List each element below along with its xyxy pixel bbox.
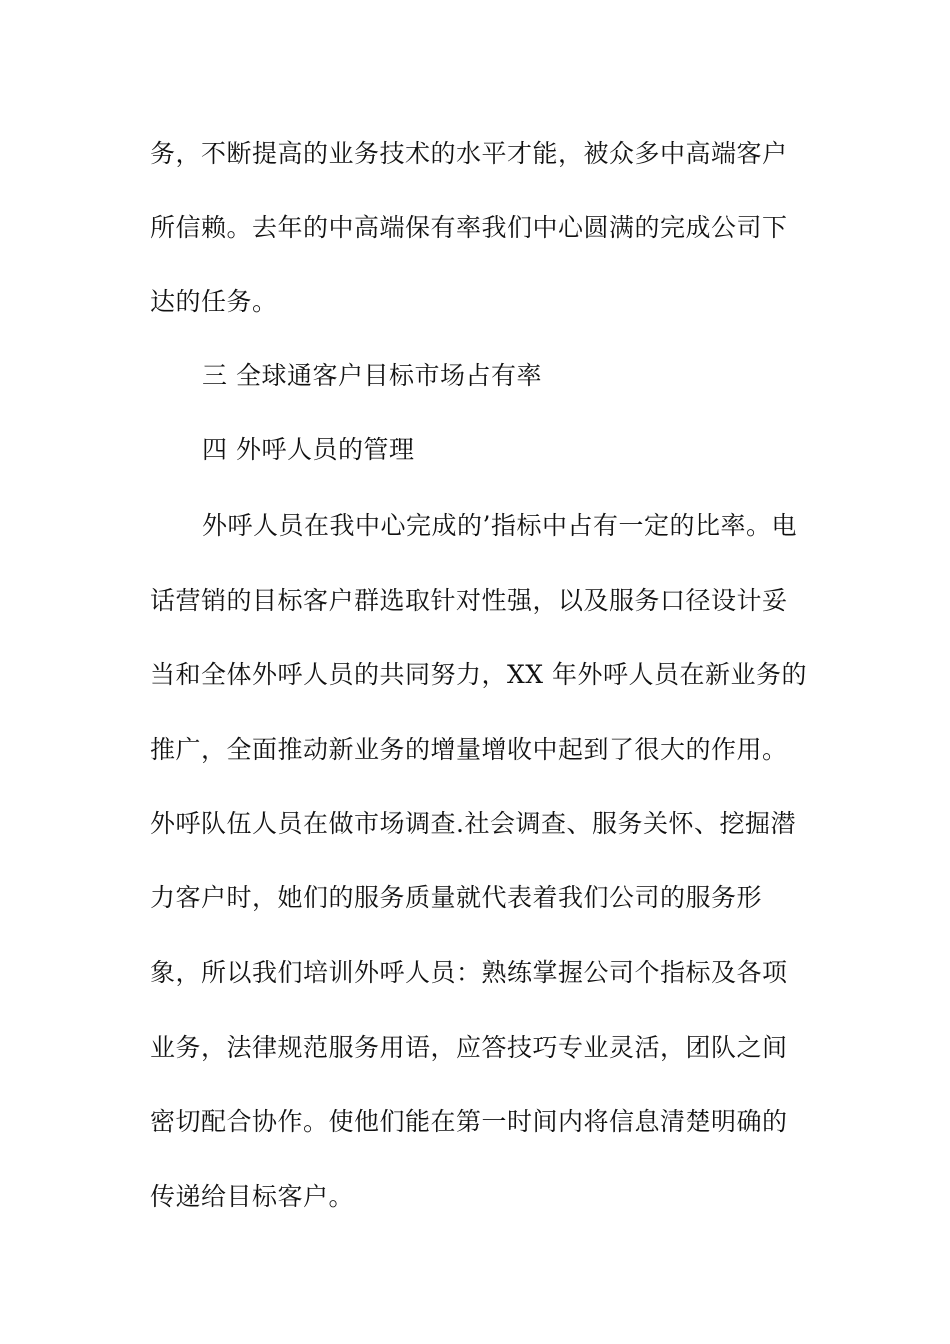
paragraph-first-line: 外呼人员在我中心完成的’指标中占有一定的比率。电 [202,511,797,540]
body-text-line: 当和全体外呼人员的共同努力，XX 年外呼人员在新业务的 [150,660,808,689]
section-heading-4: 四 外呼人员的管理 [202,435,415,464]
body-text-line: 达的任务。 [150,287,278,316]
body-text-line: 外呼队伍人员在做市场调查.社会调查、服务关怀、挖掘潜 [150,809,796,838]
body-text-line: 传递给目标客户。 [150,1182,355,1211]
body-text-line: 密切配合协作。使他们能在第一时间内将信息清楚明确的 [150,1107,788,1136]
body-text-line: 所信赖。去年的中高端保有率我们中心圆满的完成公司下 [150,213,788,242]
body-text-line: 象，所以我们培训外呼人员：熟练掌握公司个指标及各项 [150,958,788,987]
section-heading-3: 三 全球通客户目标市场占有率 [202,361,542,390]
body-text-line: 务，不断提高的业务技术的水平才能，被众多中高端客户 [150,139,788,168]
body-text-line: 话营销的目标客户群选取针对性强，以及服务口径设计妥 [150,586,788,615]
body-text-line: 推广，全面推动新业务的增量增收中起到了很大的作用。 [150,735,788,764]
body-text-line: 力客户时，她们的服务质量就代表着我们公司的服务形 [150,883,763,912]
body-text-line: 业务，法律规范服务用语，应答技巧专业灵活，团队之间 [150,1033,788,1062]
